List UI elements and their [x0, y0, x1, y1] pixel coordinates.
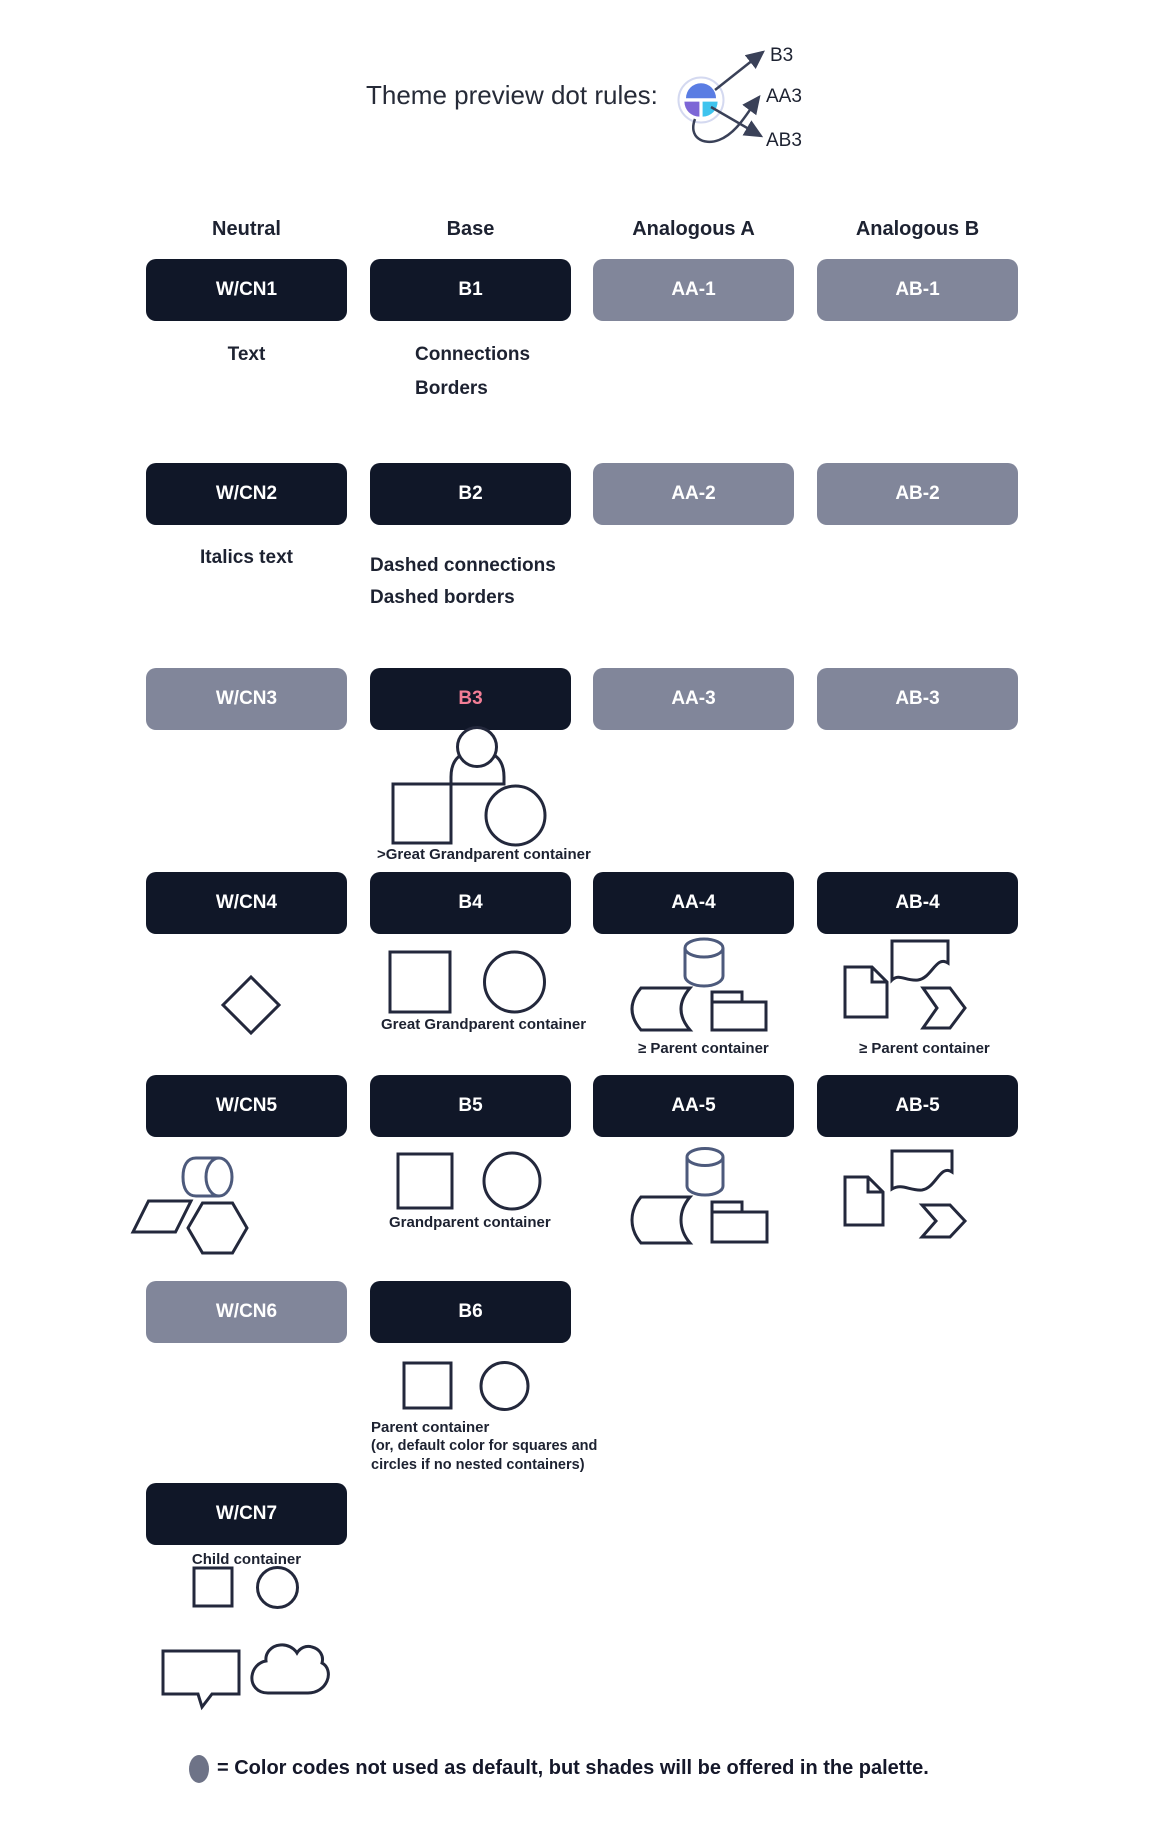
- wcn7-shape-group: [194, 1568, 298, 1608]
- swatch-aa5: [593, 1075, 794, 1137]
- dot-label-aa3: AA3: [766, 86, 802, 107]
- page-title: Theme preview dot rules:: [366, 80, 658, 110]
- cylinder-shape: [687, 1157, 723, 1195]
- swatch-wcn1: [146, 259, 347, 321]
- swatch-b3: [370, 668, 571, 730]
- swatch-wcn2-label: W/CN2: [215, 483, 278, 504]
- square-shape: [393, 784, 451, 843]
- person-head-shape: [458, 728, 497, 767]
- swatch-wcn2: [146, 463, 347, 525]
- curved-store-shape: [632, 988, 690, 1030]
- swatch-ab5: [817, 1075, 1018, 1137]
- speech-bubble-shape: [163, 1651, 239, 1707]
- arrow-to-ab3: [711, 107, 761, 136]
- swatch-b4-label: B4: [458, 892, 483, 913]
- wavy-card-shape: [892, 941, 948, 980]
- swatch-wcn4-label: W/CN4: [215, 892, 278, 913]
- swatch-ab1: [817, 259, 1018, 321]
- cylinder-top-shape: [685, 939, 723, 957]
- swatch-wcn5: [146, 1075, 347, 1137]
- swatch-wcn5-label: W/CN5: [215, 1095, 278, 1116]
- swatch-wcn3: [146, 668, 347, 730]
- column-header-analogous-b: Analogous B: [855, 218, 980, 240]
- swatch-wcn6: [146, 1281, 347, 1343]
- cylinder-shape: [685, 948, 723, 986]
- horizontal-cylinder-shape: [183, 1158, 219, 1196]
- b3-shape-group: [393, 728, 545, 846]
- circle-shape: [486, 786, 545, 845]
- swatch-wcn3-label: W/CN3: [215, 688, 278, 709]
- swatch-b5-label: B5: [458, 1095, 483, 1116]
- document-shape: [845, 967, 887, 1017]
- document-fold: [872, 967, 887, 982]
- swatch-b5: [370, 1075, 571, 1137]
- arrow-to-aa3: [693, 97, 759, 142]
- hexagon-shape: [188, 1203, 247, 1253]
- swatch-b4: [370, 872, 571, 934]
- swatch-b3-label: B3: [458, 688, 483, 709]
- swatch-b2: [370, 463, 571, 525]
- swatch-aa1-label: AA-1: [671, 279, 716, 300]
- legend-text: = Color codes not used as default, but shades will be offered in the palette.: [217, 1757, 929, 1779]
- diamond-shape: [223, 977, 279, 1033]
- column-header-base: Base: [446, 218, 495, 240]
- swatch-ab4-label: AB-4: [895, 892, 940, 913]
- curved-store-shape: [632, 1197, 690, 1243]
- swatch-aa2: [593, 463, 794, 525]
- caption-parent-container-ab4: ≥ Parent container: [859, 1040, 990, 1057]
- swatch-ab3: [817, 668, 1018, 730]
- swatch-ab1-label: AB-1: [895, 279, 940, 300]
- cylinder-top-shape: [687, 1149, 723, 1166]
- b5-shape-group: [398, 1153, 540, 1209]
- swatch-aa2-label: AA-2: [671, 483, 716, 504]
- swatch-b1: [370, 259, 571, 321]
- caption-parent-container-aa4: ≥ Parent container: [638, 1040, 769, 1057]
- square-shape: [390, 952, 450, 1012]
- caption-text: Text: [227, 344, 266, 365]
- caption-parent-container-note2: circles if no nested containers): [371, 1457, 585, 1473]
- dot-label-ab3: AB3: [766, 130, 802, 151]
- swatch-wcn7: [146, 1483, 347, 1545]
- caption-child-container: Child container: [191, 1551, 302, 1568]
- swatch-wcn7-label: W/CN7: [215, 1503, 278, 1524]
- swatch-ab2: [817, 463, 1018, 525]
- aa4-shape-group: [632, 939, 766, 1030]
- square-shape: [194, 1568, 232, 1606]
- bubble-cloud-group: [163, 1645, 328, 1707]
- swatch-ab3-label: AB-3: [895, 688, 940, 709]
- square-shape: [398, 1154, 452, 1208]
- swatch-wcn4: [146, 872, 347, 934]
- caption-italics-text: Italics text: [200, 547, 293, 568]
- parallelogram-shape: [133, 1201, 191, 1232]
- horizontal-cylinder-cap-shape: [206, 1158, 232, 1196]
- caption-grandparent: Grandparent container: [389, 1214, 551, 1231]
- caption-great-grandparent-gt: >Great Grandparent container: [377, 846, 591, 863]
- document-fold: [868, 1177, 883, 1192]
- circle-shape: [485, 952, 545, 1012]
- swatch-wcn6-label: W/CN6: [215, 1301, 278, 1322]
- swatch-aa1: [593, 259, 794, 321]
- caption-great-grandparent: Great Grandparent container: [381, 1016, 587, 1033]
- b6-shape-group: [404, 1363, 528, 1410]
- swatch-ab5-label: AB-5: [895, 1095, 940, 1116]
- caption-dashed-borders: Dashed borders: [370, 587, 515, 608]
- b4-shape-group: [390, 952, 545, 1012]
- swatch-aa5-label: AA-5: [671, 1095, 716, 1116]
- theme-preview-dot-icon: [679, 78, 724, 123]
- swatch-b1-label: B1: [458, 279, 483, 300]
- swatch-ab4: [817, 872, 1018, 934]
- ab4-shape-group: [845, 941, 965, 1028]
- swatch-wcn1-label: W/CN1: [215, 279, 278, 300]
- swatch-aa3: [593, 668, 794, 730]
- circle-shape: [481, 1363, 528, 1410]
- column-header-analogous-a: Analogous A: [632, 218, 755, 240]
- folder-shape: [712, 992, 766, 1030]
- chevron-banner-shape: [923, 988, 965, 1028]
- arrow-to-b3: [715, 52, 763, 90]
- aa5-shape-group: [632, 1149, 767, 1244]
- caption-parent-container-note1: (or, default color for squares and: [371, 1438, 598, 1454]
- caption-parent-container: Parent container: [371, 1419, 490, 1436]
- swatch-b6: [370, 1281, 571, 1343]
- wcn5-shape-group: [133, 1158, 247, 1253]
- swatch-b2-label: B2: [458, 483, 483, 504]
- dot-label-b3: B3: [770, 45, 794, 66]
- chevron-banner-shape: [922, 1205, 965, 1237]
- cloud-shape: [252, 1645, 328, 1693]
- swatch-aa4: [593, 872, 794, 934]
- legend-dot-icon: [189, 1755, 209, 1783]
- dot-rule-arrows: [693, 52, 763, 142]
- folder-shape: [712, 1202, 767, 1242]
- document-shape: [845, 1177, 883, 1225]
- caption-dashed-connections: Dashed connections: [370, 555, 556, 576]
- swatch-aa4-label: AA-4: [671, 892, 716, 913]
- circle-shape: [484, 1153, 540, 1209]
- circle-shape: [258, 1568, 298, 1608]
- ab5-shape-group: [845, 1151, 965, 1237]
- wavy-card-shape: [892, 1151, 952, 1190]
- column-header-neutral: Neutral: [212, 218, 281, 240]
- caption-borders: Borders: [415, 378, 488, 399]
- square-shape: [404, 1363, 451, 1408]
- person-shoulders-shape: [451, 751, 504, 784]
- swatch-ab2-label: AB-2: [895, 483, 940, 504]
- caption-connections: Connections: [415, 344, 531, 365]
- swatch-b6-label: B6: [458, 1301, 483, 1322]
- swatch-aa3-label: AA-3: [671, 688, 716, 709]
